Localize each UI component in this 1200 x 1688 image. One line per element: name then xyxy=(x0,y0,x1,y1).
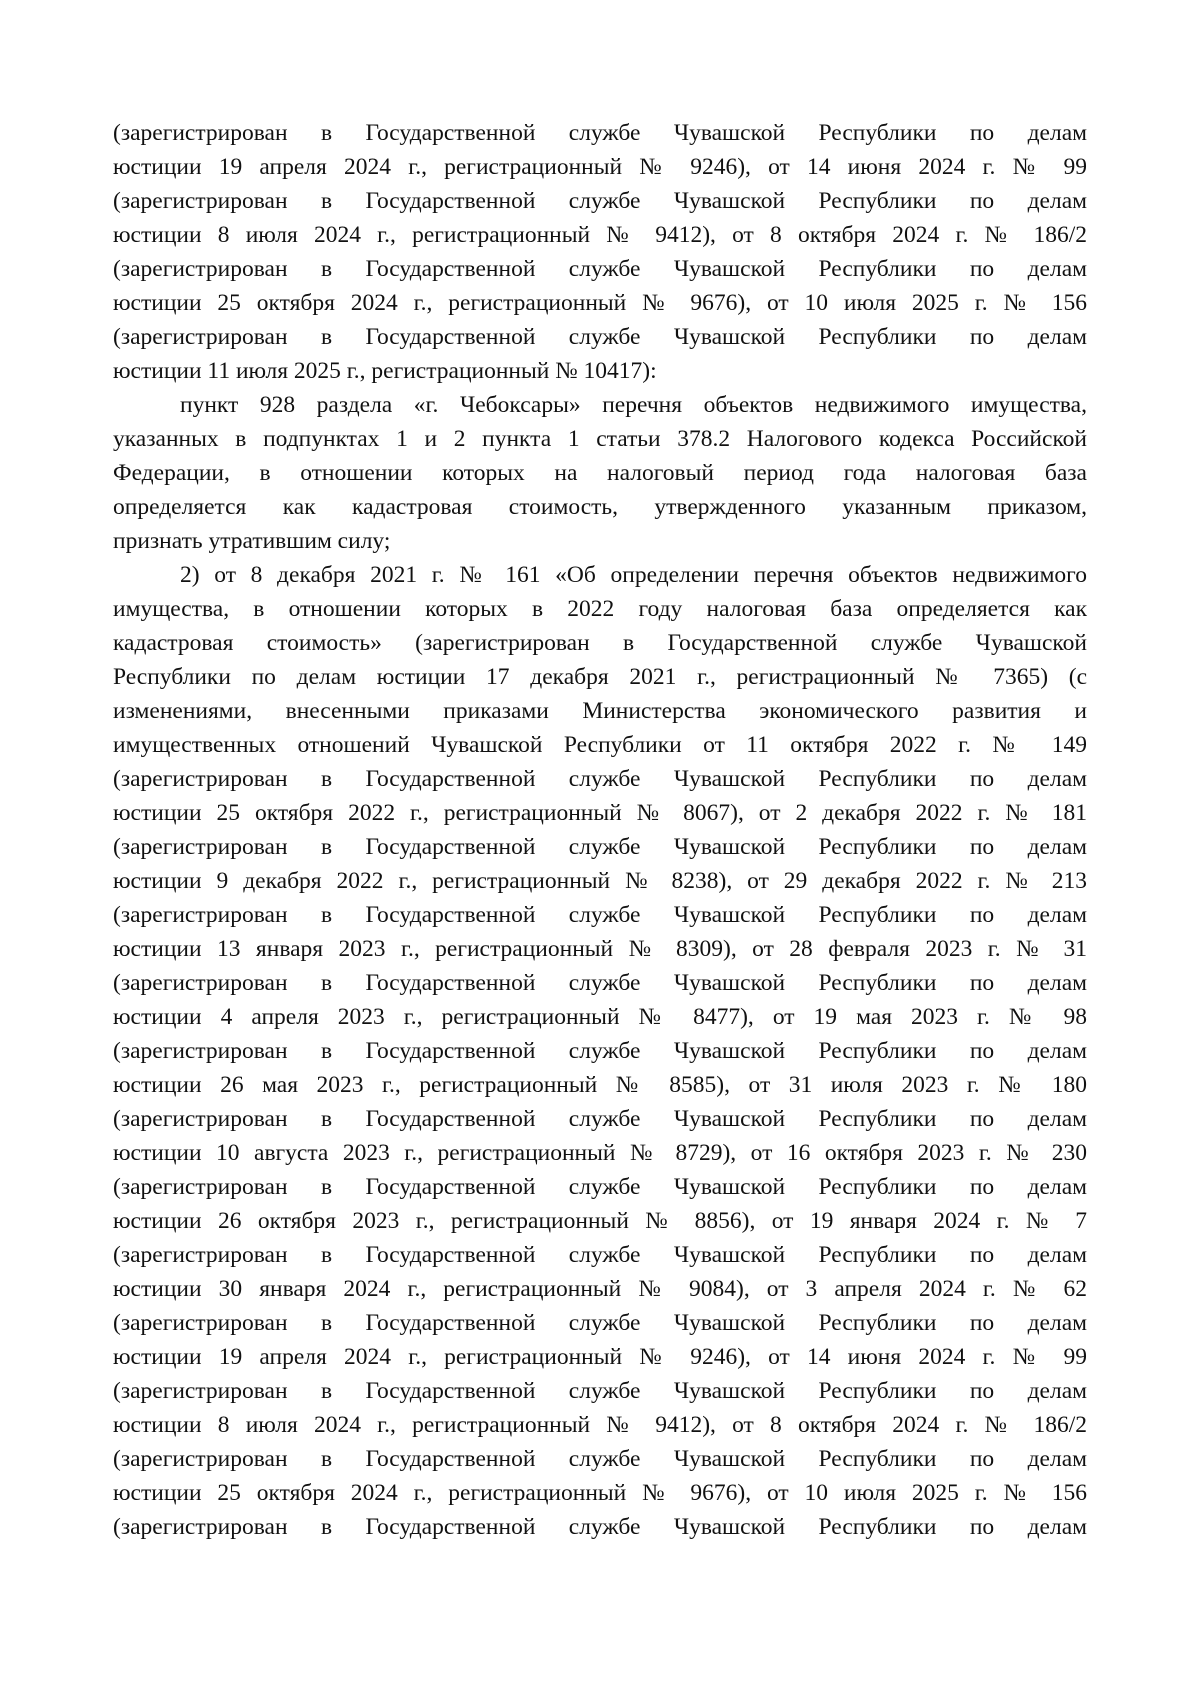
paragraph-3-line-4: Республики по делам юстиции 17 декабря 2021 г., регистрационный № 7365) (с xyxy=(113,664,1087,690)
paragraph-3-line-16: юстиции 26 мая 2023 г., регистрационный № 8585), от 31 июля 2023 г. № 180 xyxy=(113,1072,1087,1098)
paragraph-3-line-27: (зарегистрирован в Государственной службе Чувашской Республики по делам xyxy=(113,1446,1087,1472)
paragraph-3-line-23: (зарегистрирован в Государственной службе Чувашской Республики по делам xyxy=(113,1310,1087,1336)
paragraph-2-line-1: пункт 928 раздела «г. Чебоксары» перечня объектов недвижимого имущества, xyxy=(180,392,1087,418)
paragraph-3-line-9: (зарегистрирован в Государственной службе Чувашской Республики по делам xyxy=(113,834,1087,860)
paragraph-1-line-4: юстиции 8 июля 2024 г., регистрационный № 9412), от 8 октября 2024 г. № 186/2 xyxy=(113,222,1087,248)
paragraph-3-line-26: юстиции 8 июля 2024 г., регистрационный № 9412), от 8 октября 2024 г. № 186/2 xyxy=(113,1412,1087,1438)
paragraph-3-line-13: (зарегистрирован в Государственной службе Чувашской Республики по делам xyxy=(113,970,1087,996)
paragraph-1-line-8: юстиции 11 июля 2025 г., регистрационный № 10417): xyxy=(113,358,657,384)
paragraph-1-line-2: юстиции 19 апреля 2024 г., регистрационный № 9246), от 14 июня 2024 г. № 99 xyxy=(113,154,1087,180)
paragraph-3-line-24: юстиции 19 апреля 2024 г., регистрационный № 9246), от 14 июня 2024 г. № 99 xyxy=(113,1344,1087,1370)
paragraph-3-line-10: юстиции 9 декабря 2022 г., регистрационный № 8238), от 29 декабря 2022 г. № 213 xyxy=(113,868,1087,894)
paragraph-3-line-7: (зарегистрирован в Государственной службе Чувашской Республики по делам xyxy=(113,766,1087,792)
paragraph-1-line-1: (зарегистрирован в Государственной службе Чувашской Республики по делам xyxy=(113,120,1087,146)
paragraph-3-line-15: (зарегистрирован в Государственной службе Чувашской Республики по делам xyxy=(113,1038,1087,1064)
paragraph-3-line-25: (зарегистрирован в Государственной службе Чувашской Республики по делам xyxy=(113,1378,1087,1404)
paragraph-3-line-29: (зарегистрирован в Государственной службе Чувашской Республики по делам xyxy=(113,1514,1087,1540)
paragraph-1-line-7: (зарегистрирован в Государственной службе Чувашской Республики по делам xyxy=(113,324,1087,350)
paragraph-1-line-3: (зарегистрирован в Государственной службе Чувашской Республики по делам xyxy=(113,188,1087,214)
paragraph-3-line-22: юстиции 30 января 2024 г., регистрационный № 9084), от 3 апреля 2024 г. № 62 xyxy=(113,1276,1087,1302)
paragraph-3-line-5: изменениями, внесенными приказами Министерства экономического развития и xyxy=(113,698,1087,724)
paragraph-2-line-3: Федерации, в отношении которых на налоговый период года налоговая база xyxy=(113,460,1087,486)
paragraph-3-line-28: юстиции 25 октября 2024 г., регистрационный № 9676), от 10 июля 2025 г. № 156 xyxy=(113,1480,1087,1506)
paragraph-3-line-18: юстиции 10 августа 2023 г., регистрационный № 8729), от 16 октября 2023 г. № 230 xyxy=(113,1140,1087,1166)
paragraph-3-line-1: 2) от 8 декабря 2021 г. № 161 «Об определении перечня объектов недвижимого xyxy=(180,562,1087,588)
paragraph-1-line-5: (зарегистрирован в Государственной службе Чувашской Республики по делам xyxy=(113,256,1087,282)
paragraph-2-line-5: признать утратившим силу; xyxy=(113,528,391,554)
paragraph-2-line-4: определяется как кадастровая стоимость, утвержденного указанным приказом, xyxy=(113,494,1087,520)
paragraph-3-line-14: юстиции 4 апреля 2023 г., регистрационный № 8477), от 19 мая 2023 г. № 98 xyxy=(113,1004,1087,1030)
paragraph-2-line-2: указанных в подпунктах 1 и 2 пункта 1 статьи 378.2 Налогового кодекса Российской xyxy=(113,426,1087,452)
paragraph-3-line-17: (зарегистрирован в Государственной службе Чувашской Республики по делам xyxy=(113,1106,1087,1132)
paragraph-3-line-11: (зарегистрирован в Государственной службе Чувашской Республики по делам xyxy=(113,902,1087,928)
paragraph-3-line-19: (зарегистрирован в Государственной службе Чувашской Республики по делам xyxy=(113,1174,1087,1200)
paragraph-3-line-3: кадастровая стоимость» (зарегистрирован в Государственной службе Чувашской xyxy=(113,630,1087,656)
document-body xyxy=(113,116,1087,1544)
paragraph-3-line-8: юстиции 25 октября 2022 г., регистрационный № 8067), от 2 декабря 2022 г. № 181 xyxy=(113,800,1087,826)
paragraph-3-line-2: имущества, в отношении которых в 2022 году налоговая база определяется как xyxy=(113,596,1087,622)
paragraph-1-line-6: юстиции 25 октября 2024 г., регистрационный № 9676), от 10 июля 2025 г. № 156 xyxy=(113,290,1087,316)
paragraph-3-line-12: юстиции 13 января 2023 г., регистрационный № 8309), от 28 февраля 2023 г. № 31 xyxy=(113,936,1087,962)
paragraph-3-line-21: (зарегистрирован в Государственной службе Чувашской Республики по делам xyxy=(113,1242,1087,1268)
paragraph-3-line-20: юстиции 26 октября 2023 г., регистрационный № 8856), от 19 января 2024 г. № 7 xyxy=(113,1208,1087,1234)
paragraph-3-line-6: имущественных отношений Чувашской Республики от 11 октября 2022 г. № 149 xyxy=(113,732,1087,758)
